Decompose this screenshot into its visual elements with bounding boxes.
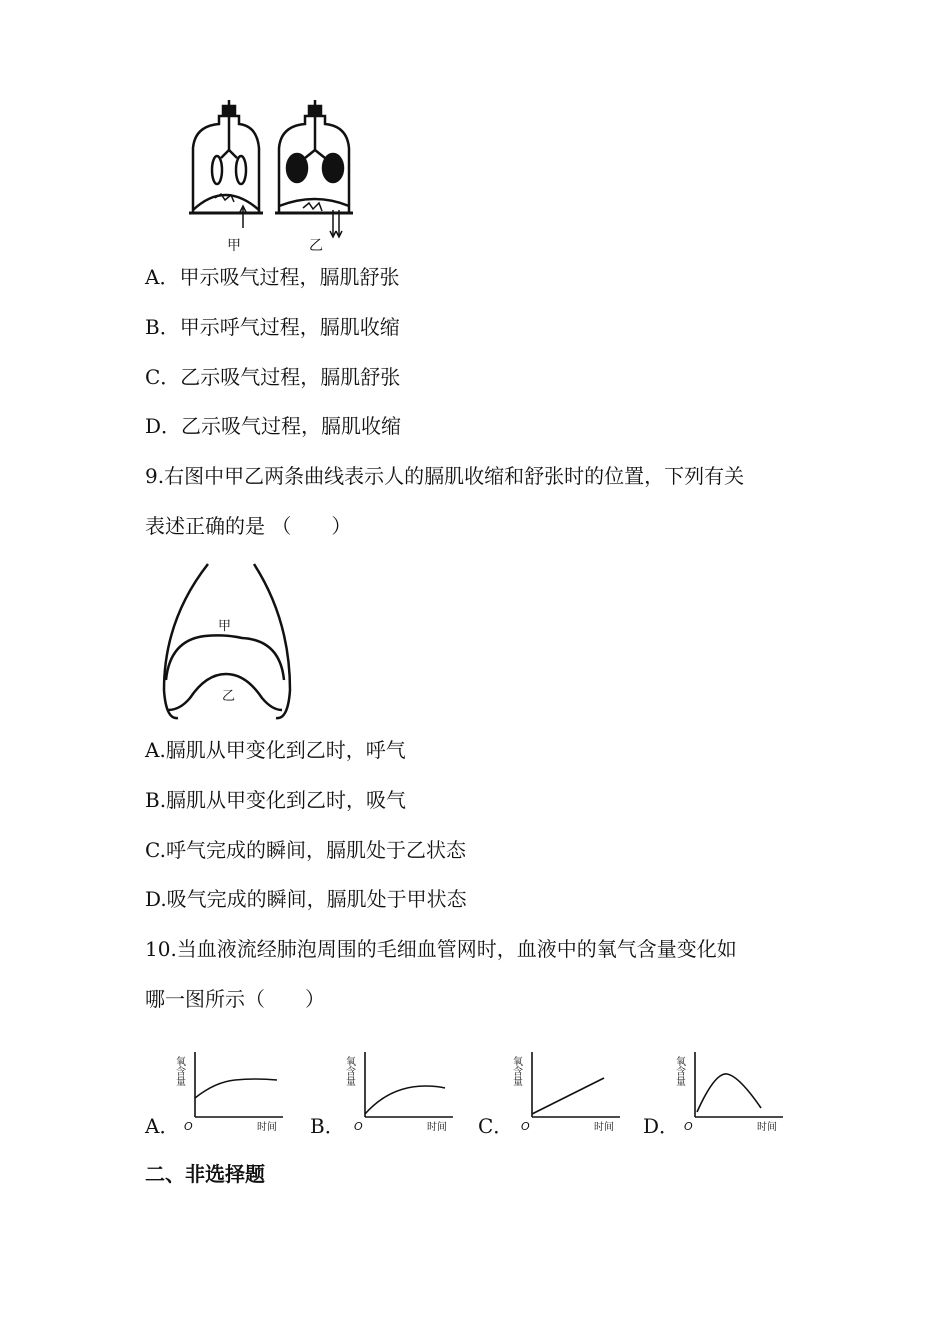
q10-graph-d-letter: D． — [643, 1114, 680, 1138]
q9-option-b: B.膈肌从甲变化到乙时，吸气 — [145, 788, 407, 812]
q10-graph-c-origin: O — [521, 1120, 530, 1133]
q10-graph-b-xlabel: 时间 — [427, 1122, 447, 1133]
q9-stem-line2: 表述正确的是 （ ） — [145, 514, 352, 538]
section-heading: 二、非选择题 — [145, 1162, 265, 1186]
q8-option-d: D．乙示吸气过程，膈肌收缩 — [145, 414, 402, 438]
diaphragm-diagram — [150, 560, 300, 725]
q10-graph-b-origin: O — [354, 1120, 363, 1133]
q10-graph-d — [675, 1042, 795, 1137]
q9-stem-line1: 9.右图中甲乙两条曲线表示人的膈肌收缩和舒张时的位置，下列有关 — [145, 464, 745, 488]
q10-graph-b-ylabel: 氧含量 — [343, 1056, 355, 1086]
q10-graph-c-ylabel: 氧含量 — [510, 1056, 522, 1086]
q10-graph-a-ylabel: 氧含量 — [173, 1056, 185, 1086]
q10-graph-b — [345, 1042, 465, 1137]
diaphragm-figure — [150, 560, 300, 725]
bell-jar-diagram — [185, 98, 360, 258]
bell-jar-label-left: 甲 — [227, 238, 241, 254]
bell-jar-label-right: 乙 — [309, 238, 323, 254]
q8-option-b: B．甲示呼气过程，膈肌收缩 — [145, 315, 400, 339]
q9-option-a: A.膈肌从甲变化到乙时，呼气 — [145, 738, 406, 762]
q9-option-c: C.呼气完成的瞬间，膈肌处于乙状态 — [145, 838, 466, 862]
q10-graph-c-xlabel: 时间 — [594, 1122, 614, 1133]
q8-option-a: A．甲示吸气过程，膈肌舒张 — [145, 265, 400, 289]
diaphragm-label-upper: 甲 — [218, 619, 232, 634]
q8-option-c: C．乙示吸气过程，膈肌舒张 — [145, 365, 401, 389]
bell-jar-figure — [185, 98, 360, 258]
q10-graph-d-origin: O — [684, 1120, 693, 1133]
q10-graph-d-ylabel: 氧含量 — [673, 1056, 685, 1086]
q10-graph-a-letter: A． — [145, 1114, 180, 1138]
q10-stem-line2: 哪一图所示（ ） — [145, 987, 325, 1011]
q10-graph-d-xlabel: 时间 — [757, 1122, 777, 1133]
q10-stem-line1: 10.当血液流经肺泡周围的毛细血管网时，血液中的氧气含量变化如 — [145, 937, 737, 961]
q10-graph-a-xlabel: 时间 — [257, 1122, 277, 1133]
q10-graph-b-letter: B． — [310, 1114, 345, 1138]
q10-graph-c-letter: C． — [478, 1114, 514, 1138]
q10-graph-a — [175, 1042, 295, 1137]
q9-option-d: D.吸气完成的瞬间，膈肌处于甲状态 — [145, 887, 467, 911]
q10-graph-a-origin: O — [184, 1120, 193, 1133]
diaphragm-label-lower: 乙 — [222, 689, 236, 704]
q10-graph-c — [512, 1042, 632, 1137]
